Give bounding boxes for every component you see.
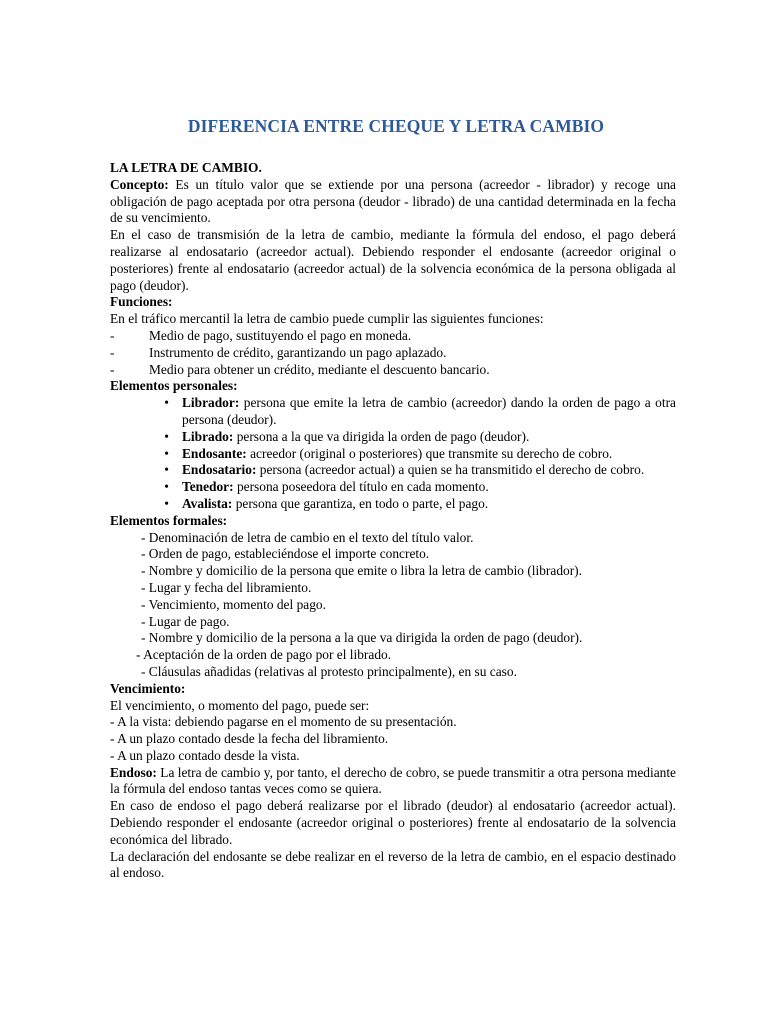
list-item: [110, 395, 676, 429]
formal-item: - Cláusulas añadidas (relativas al protesto principalmente), en su caso.: [141, 663, 517, 679]
bullet-icon: •: [164, 479, 169, 495]
term-label: Tenedor:: [182, 479, 234, 495]
endoso-text: La letra de cambio y, por tanto, el derecho de cobro, se puede transmitir a otra persona mediante la fórmula del endoso tantas veces como se quiera.: [110, 764, 676, 797]
funciones-intro: En el tráfico mercantil la letra de cambio puede cumplir las siguientes funciones:: [110, 311, 544, 327]
term-text: acreedor (original o posteriores) que transmite su derecho de cobro.: [246, 445, 613, 461]
vencimiento-heading: Vencimiento:: [110, 680, 186, 696]
vencimiento-item: - A la vista: debiendo pagarse en el momento de su presentación.: [110, 714, 457, 730]
funcion-item: [110, 328, 676, 345]
formal-item: - Vencimiento, momento del pago.: [141, 596, 326, 612]
list-item: [110, 496, 676, 513]
formal-item: - Orden de pago, estableciéndose el importe concreto.: [141, 546, 430, 562]
concepto-paragraph: [110, 177, 676, 227]
bullet-icon: •: [164, 445, 169, 461]
term-label: Avalista:: [182, 495, 233, 511]
endoso-paragraph-2: En caso de endoso el pago deberá realizarse por el librado (deudor) al endosatario (acreedor actual). Debiendo responder el endosante (acreedor original o posteriores) frente al endosatario de la solvencia económica del librado.: [110, 798, 676, 847]
term-label: Librado:: [182, 428, 234, 444]
transmision-paragraph: En el caso de transmisión de la letra de cambio, mediante la fórmula del endoso, el pago deberá realizarse al endosatario (acreedor actual). Debiendo responder el endosante (acreedor original o posteriores) frente al endosatario (acreedor actual) de la solvencia económica de la persona obligada al pago (deudor).: [110, 227, 676, 293]
bullet-icon: •: [164, 395, 169, 411]
document-title: DIFERENCIA ENTRE CHEQUE Y LETRA CAMBIO: [187, 116, 605, 136]
dash-marker: -: [110, 361, 115, 377]
endoso-paragraph: [110, 765, 676, 799]
list-item: [110, 446, 676, 463]
term-text: persona (acreedor actual) a quien se ha transmitido el derecho de cobro.: [256, 462, 645, 478]
concepto-label: Concepto:: [110, 176, 169, 192]
elementos-personales-list: [110, 395, 676, 513]
term-text: persona a la que va dirigida la orden de pago (deudor).: [233, 428, 530, 444]
list-item: [110, 479, 676, 496]
formal-item: - Lugar y fecha del libramiento.: [141, 579, 312, 595]
vencimiento-item: - A un plazo contado desde la fecha del libramiento.: [110, 731, 389, 747]
funcion-text: Instrumento de crédito, garantizando un pago aplazado.: [149, 344, 447, 360]
term-label: Endosante:: [182, 445, 247, 461]
endoso-label: Endoso:: [110, 764, 157, 780]
term-text: persona que garantiza, en todo o parte, el pago.: [232, 495, 489, 511]
funcion-text: Medio de pago, sustituyendo el pago en moneda.: [149, 327, 412, 343]
vencimiento-intro: El vencimiento, o momento del pago, puede ser:: [110, 697, 370, 713]
term-label: Librador:: [182, 395, 240, 411]
list-item: [110, 429, 676, 446]
funcion-item: [110, 345, 676, 362]
formal-item: - Aceptación de la orden de pago por el librado.: [136, 647, 392, 663]
section-heading: LA LETRA DE CAMBIO.: [110, 160, 262, 175]
formal-item: - Lugar de pago.: [141, 613, 230, 629]
concepto-text: Es un título valor que se extiende por una persona (acreedor - librador) y recoge una obligación de pago aceptada por otra persona (deudor - librado) de una cantidad determinada en la fecha de su vencimiento.: [110, 176, 676, 226]
term-text: persona que emite la letra de cambio (acreedor) dando la orden de pago a otra persona (deudor).: [182, 395, 676, 427]
funciones-heading: Funciones:: [110, 294, 173, 310]
dash-marker: -: [110, 327, 115, 343]
term-label: Endosatario:: [182, 462, 257, 478]
dash-marker: -: [110, 344, 115, 360]
endoso-paragraph-3: La declaración del endosante se debe realizar en el reverso de la letra de cambio, en el espacio destinado al endoso.: [110, 848, 676, 881]
elementos-personales-heading: Elementos personales:: [110, 378, 238, 394]
formal-item: - Nombre y domicilio de la persona que emite o libra la letra de cambio (librador).: [141, 563, 582, 579]
bullet-icon: •: [164, 495, 169, 511]
bullet-icon: •: [164, 462, 169, 478]
elementos-formales-heading: Elementos formales:: [110, 512, 228, 528]
list-item: [110, 462, 676, 479]
funcion-text: Medio para obtener un crédito, mediante el descuento bancario.: [149, 361, 490, 377]
bullet-icon: •: [164, 428, 169, 444]
formal-item: - Denominación de letra de cambio en el texto del título valor.: [141, 529, 474, 545]
vencimiento-item: - A un plazo contado desde la vista.: [110, 747, 300, 763]
term-text: persona poseedora del título en cada momento.: [233, 479, 489, 495]
formal-item: - Nombre y domicilio de la persona a la que va dirigida la orden de pago (deudor).: [141, 630, 583, 646]
funcion-item: [110, 362, 676, 379]
